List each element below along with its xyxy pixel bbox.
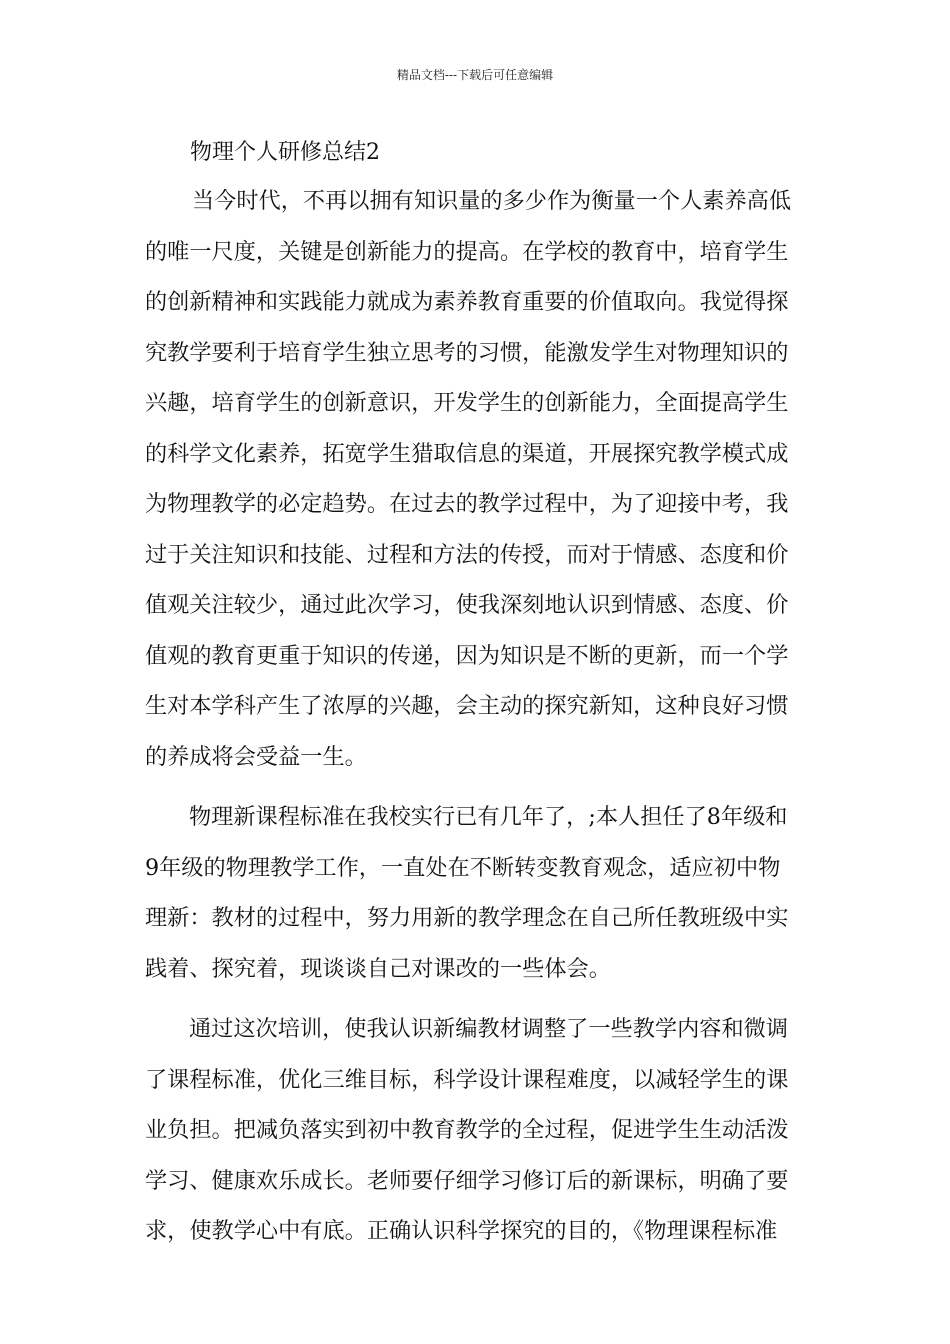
paragraph-3: [145, 1004, 811, 1257]
paragraph-line: 过于关注知识和技能、过程和方法的传授，而对于情感、态度和价: [145, 541, 789, 568]
paragraph-line: 兴趣，培育学生的创新意识，开发学生的创新能力，全面提高学生: [145, 390, 789, 416]
paragraph-line: 了课程标准，优化三维目标，科学设计课程难度，以减轻学生的课: [145, 1066, 789, 1093]
paragraph-line: 值观关注较少，通过此次学习，使我深刻地认识到情感、态度、价: [145, 592, 789, 618]
document-title: 物理个人研修总结2: [190, 140, 380, 165]
paragraph-line: 理新：教材的过程中，努力用新的教学理念在自己所任教班级中实: [145, 905, 789, 931]
paragraph-line: 当今时代，不再以拥有知识量的多少作为衡量一个人素养高低: [192, 188, 792, 214]
paragraph-line: 物理新课程标准在我校实行已有几年了，;本人担任了8年级和: [189, 804, 788, 830]
paragraph-line: 求，使教学心中有底。正确认识科学探究的目的，《物理课程标准: [145, 1218, 778, 1244]
paragraph-line: 学习、健康欢乐成长。老师要仔细学习修订后的新课标，明确了要: [145, 1167, 789, 1194]
paragraph-line: 生对本学科产生了浓厚的兴趣，会主动的探究新知，这种良好习惯: [145, 693, 789, 719]
page-header: 精品文档---下载后可任意编辑: [396, 68, 554, 82]
paragraph-line: 业负担。把减负落实到初中教育教学的全过程，促进学生生动活泼: [145, 1117, 789, 1143]
paragraph-1: [145, 176, 811, 782]
paragraph-line: 的创新精神和实践能力就成为素养教育重要的价值取向。我觉得探: [145, 289, 789, 315]
paragraph-line: 的唯一尺度，关键是创新能力的提高。在学校的教育中，培育学生: [145, 238, 789, 265]
paragraph-line: 值观的教育更重于知识的传递，因为知识是不断的更新，而一个学: [145, 642, 789, 669]
paragraph-line: 的养成将会受益一生。: [145, 743, 367, 770]
paragraph-line: 究教学要利于培育学生独立思考的习惯，能激发学生对物理知识的: [145, 339, 789, 366]
paragraph-line: 践着、探究着，现谈谈自己对课改的一些体会。: [145, 955, 611, 982]
paragraph-2: [145, 792, 811, 994]
paragraph-line: 为物理教学的必定趋势。在过去的教学过程中，为了迎接中考，我: [145, 491, 789, 517]
paragraph-line: 的科学文化素养，拓宽学生猎取信息的渠道，开展探究教学模式成: [145, 440, 789, 467]
paragraph-line: 9年级的物理教学工作，一直处在不断转变教育观念，适应初中物: [145, 854, 781, 881]
paragraph-line: 通过这次培训，使我认识新编教材调整了一些教学内容和微调: [189, 1016, 789, 1042]
document-body: [145, 176, 811, 1257]
